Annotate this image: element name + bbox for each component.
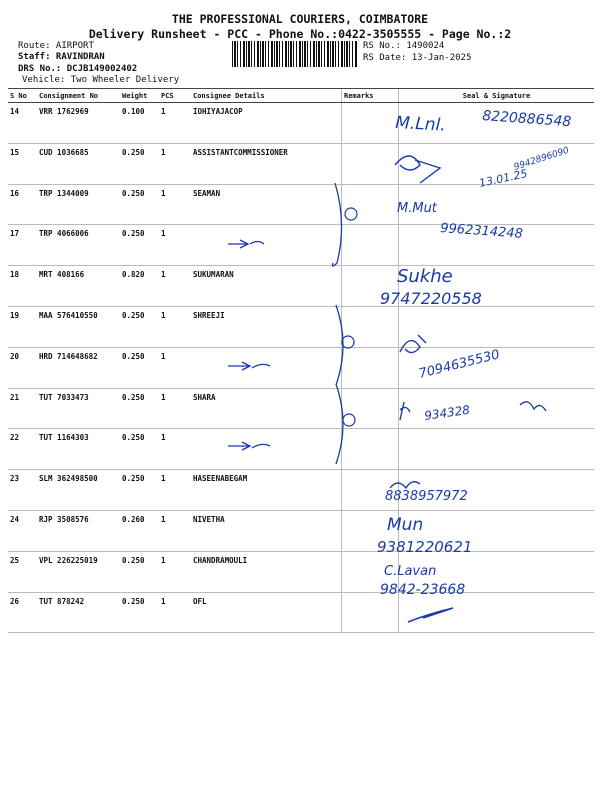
- row-pcs: 1: [159, 184, 191, 225]
- runsheet-table: [8, 88, 594, 633]
- row-consignment: TUT 878242: [37, 592, 120, 633]
- table-row: [8, 225, 594, 266]
- row-consignee: ASSISTANTCOMMISSIONER: [191, 143, 342, 184]
- staff-label: Staff: RAVINDRAN: [18, 52, 105, 62]
- table-row: [8, 388, 594, 429]
- phone-25: 9842-23668: [380, 582, 466, 598]
- barcode: [232, 41, 357, 67]
- row-sno: 22: [8, 429, 37, 470]
- row-pcs: 1: [159, 388, 191, 429]
- table-row: [8, 510, 594, 551]
- row-remarks: [342, 470, 399, 511]
- col-remarks: Remarks: [342, 89, 399, 103]
- row-remarks: [342, 184, 399, 225]
- row-sno: 19: [8, 306, 37, 347]
- phone-15: 9942896090: [512, 145, 571, 173]
- table-row: [8, 470, 594, 511]
- row-consignment: VPL 226225019: [37, 551, 120, 592]
- row-consignee: SHREEJI: [191, 306, 342, 347]
- table-row: [8, 429, 594, 470]
- row-pcs: 1: [159, 510, 191, 551]
- row-remarks: [342, 306, 399, 347]
- phone-19: 7094635530: [417, 347, 502, 382]
- row-remarks: [342, 510, 399, 551]
- row-sno: 26: [8, 592, 37, 633]
- row-consignment: CUD 1036685: [37, 143, 120, 184]
- row-consignee: NIVETHA: [191, 510, 342, 551]
- row-weight: 0.250: [120, 592, 159, 633]
- phone-18: 9747220558: [380, 289, 482, 308]
- row-consignee: [191, 347, 342, 388]
- phone-23: 8838957972: [385, 489, 468, 504]
- row-weight: 0.250: [120, 470, 159, 511]
- row-weight: 0.250: [120, 225, 159, 266]
- row-weight: 0.250: [120, 143, 159, 184]
- row-pcs: 1: [159, 592, 191, 633]
- col-signature: Seal & Signature: [399, 89, 595, 103]
- row-signature: [399, 470, 595, 511]
- runsheet-title: Delivery Runsheet - PCC - Phone No.:0422-3505555 - Page No.:2: [88, 27, 512, 41]
- route-label: Route: AIRPORT: [18, 41, 94, 51]
- row-remarks: [342, 592, 399, 633]
- row-signature: [399, 143, 595, 184]
- row-weight: 0.100: [120, 103, 159, 144]
- row-sno: 21: [8, 388, 37, 429]
- row-weight: 0.250: [120, 551, 159, 592]
- row-weight: 0.260: [120, 510, 159, 551]
- table-row: [8, 184, 594, 225]
- row-weight: 0.250: [120, 347, 159, 388]
- row-signature: [399, 510, 595, 551]
- table-row: [8, 551, 594, 592]
- col-consignment: Consignment No: [37, 89, 120, 103]
- row-sno: 24: [8, 510, 37, 551]
- row-consignee: HASEENABEGAM: [191, 470, 342, 511]
- row-consignee: SHARA: [191, 388, 342, 429]
- row-consignee: IOHIYAJACOP: [191, 103, 342, 144]
- row-consignment: HRD 714648682: [37, 347, 120, 388]
- row-consignment: TUT 7033473: [37, 388, 120, 429]
- row-remarks: [342, 225, 399, 266]
- row-signature: [399, 551, 595, 592]
- row-sno: 23: [8, 470, 37, 511]
- row-consignee: SUKUMARAN: [191, 266, 342, 307]
- rs-number: RS No.: 1490024: [363, 41, 445, 51]
- company-name: THE PROFESSIONAL COURIERS, COIMBATORE: [171, 12, 429, 26]
- row-consignee: [191, 429, 342, 470]
- row-remarks: [342, 143, 399, 184]
- phone-24: 9381220621: [377, 538, 473, 556]
- row-remarks: [342, 388, 399, 429]
- row-sno: 15: [8, 143, 37, 184]
- table-row: [8, 347, 594, 388]
- row-signature: [399, 184, 595, 225]
- row-pcs: 1: [159, 225, 191, 266]
- row-pcs: 1: [159, 347, 191, 388]
- row-remarks: [342, 429, 399, 470]
- row-sno: 14: [8, 103, 37, 144]
- row-sno: 18: [8, 266, 37, 307]
- row-signature: [399, 266, 595, 307]
- signature-25: C.Lavan: [384, 564, 437, 579]
- row-pcs: 1: [159, 266, 191, 307]
- col-pcs: PCS: [159, 89, 191, 103]
- phone-14: 8220886548: [481, 108, 572, 131]
- row-remarks: [342, 347, 399, 388]
- phone-21: 934328: [423, 402, 471, 423]
- row-weight: 0.250: [120, 429, 159, 470]
- table-row: [8, 103, 594, 144]
- row-consignment: TRP 4066006: [37, 225, 120, 266]
- row-signature: [399, 592, 595, 633]
- row-pcs: 1: [159, 470, 191, 511]
- row-weight: 0.820: [120, 266, 159, 307]
- row-consignment: RJP 3508576: [37, 510, 120, 551]
- signature-16: M.Mut: [397, 201, 437, 216]
- row-consignment: MAA 576410550: [37, 306, 120, 347]
- vehicle-label: Vehicle: Two Wheeler Delivery: [22, 75, 180, 85]
- row-weight: 0.250: [120, 306, 159, 347]
- row-sno: 25: [8, 551, 37, 592]
- row-pcs: 1: [159, 429, 191, 470]
- row-sno: 16: [8, 184, 37, 225]
- row-consignment: SLM 362498500: [37, 470, 120, 511]
- row-sno: 20: [8, 347, 37, 388]
- row-pcs: 1: [159, 103, 191, 144]
- row-signature: [399, 103, 595, 144]
- row-signature: [399, 429, 595, 470]
- row-weight: 0.250: [120, 184, 159, 225]
- row-signature: [399, 347, 595, 388]
- signature-24: Mun: [387, 515, 424, 535]
- row-consignee: SEAMAN: [191, 184, 342, 225]
- row-pcs: 1: [159, 143, 191, 184]
- table-row: [8, 266, 594, 307]
- row-weight: 0.250: [120, 388, 159, 429]
- col-consignee: Consignee Details: [191, 89, 342, 103]
- col-weight: Weight: [120, 89, 159, 103]
- drs-label: DRS No.: DCJB149002402: [18, 64, 138, 74]
- row-remarks: [342, 103, 399, 144]
- row-signature: [399, 306, 595, 347]
- row-signature: [399, 225, 595, 266]
- row-pcs: 1: [159, 551, 191, 592]
- row-consignee: OFL: [191, 592, 342, 633]
- row-consignment: TUT 1164303: [37, 429, 120, 470]
- row-signature: [399, 388, 595, 429]
- col-sno: S No: [8, 89, 37, 103]
- table-header-row: [8, 89, 594, 103]
- row-consignee: [191, 225, 342, 266]
- table-row: [8, 592, 594, 633]
- row-consignment: MRT 408166: [37, 266, 120, 307]
- row-remarks: [342, 266, 399, 307]
- row-consignment: VRR 1762969: [37, 103, 120, 144]
- row-sno: 17: [8, 225, 37, 266]
- phone-16: 9962314248: [439, 221, 524, 242]
- signature-18: Sukhe: [397, 266, 453, 287]
- row-remarks: [342, 551, 399, 592]
- row-consignment: TRP 1344009: [37, 184, 120, 225]
- row-consignee: CHANDRAMOULI: [191, 551, 342, 592]
- table-row: [8, 143, 594, 184]
- table-row: [8, 306, 594, 347]
- signature-14: M.Lnl.: [394, 113, 447, 136]
- row-pcs: 1: [159, 306, 191, 347]
- date-15: 13.01.25: [477, 167, 529, 190]
- rs-date: RS Date: 13-Jan-2025: [363, 53, 472, 63]
